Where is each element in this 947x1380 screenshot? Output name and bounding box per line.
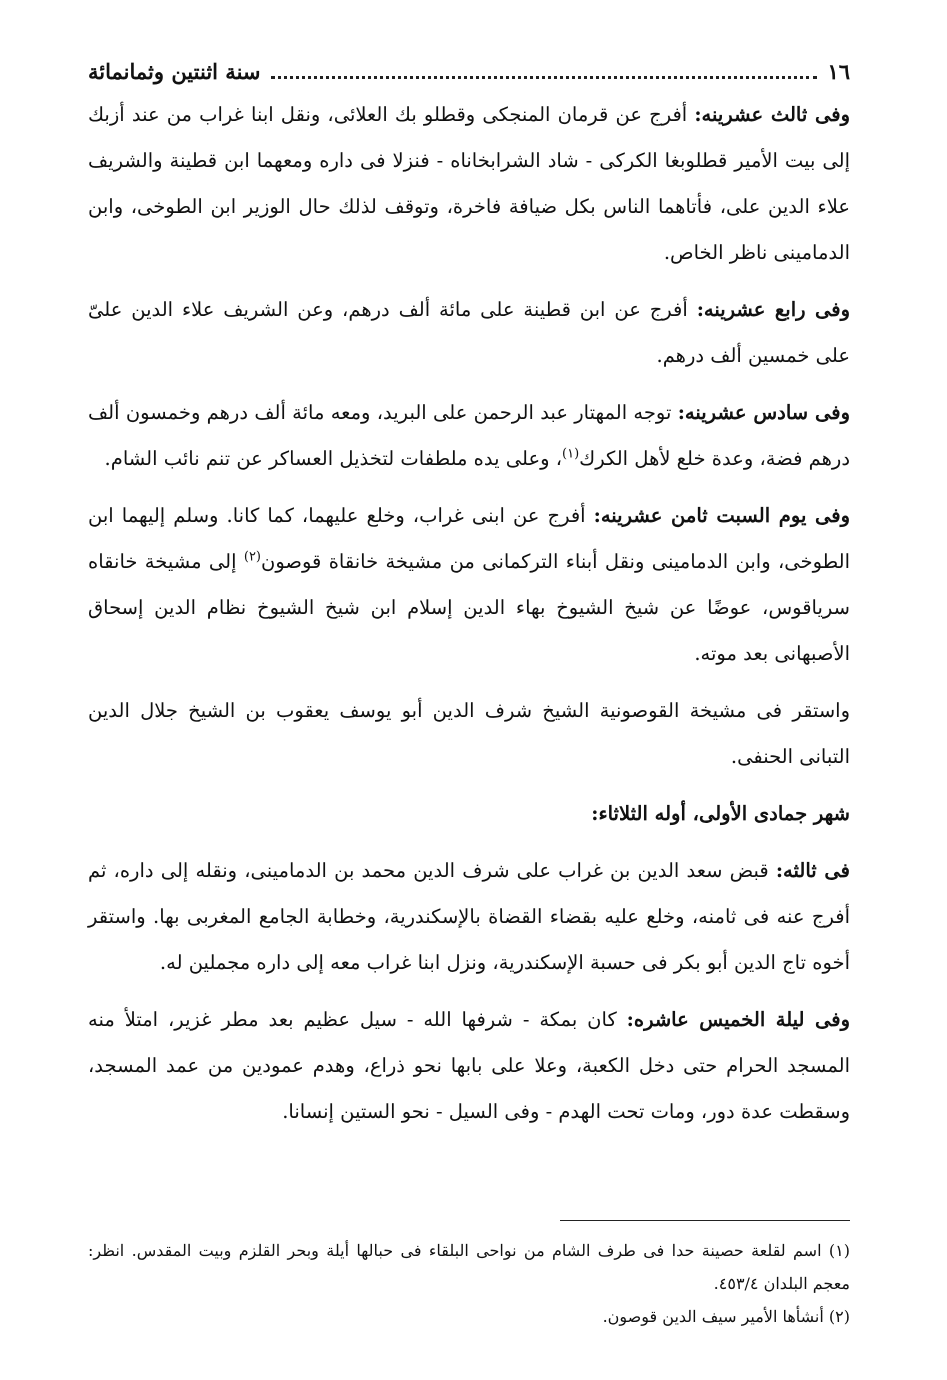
header-dot-leader	[271, 76, 818, 79]
paragraph-text: أفرج عن ابنى غراب، وخلع عليهما، كما كانا. وسلم إليهما ابن الطوخى، وابن الدمامينى ونقل أبناء التركمانى من مشيخة خانقاة قوصون	[88, 504, 851, 573]
running-header	[88, 52, 850, 92]
paragraph	[88, 997, 850, 1135]
paragraph	[88, 688, 850, 780]
paragraph	[88, 390, 850, 482]
paragraph-lead: فى ثالثه:	[775, 859, 850, 882]
main-text	[88, 92, 850, 1135]
paragraph	[88, 92, 850, 276]
paragraph-lead: وفى رابع عشرينه:	[696, 298, 851, 321]
page	[88, 52, 851, 1326]
paragraph-text: قبض سعد الدين بن غراب على شرف الدين محمد بن الدمامينى، ونقله إلى داره، ثم أفرج عنه فى ثامنه، وخلع عليه بقضاء القضاة بالإسكندرية، وخطابة الجامع المغربى بها. واستقر أخوه تاج الدين أبو بكر فى حسبة الإسكندرية، ونزل ابنا غراب معه إلى داره مجملين له.	[88, 859, 850, 974]
footnote: (١) اسم لقلعة حصينة حدا فى طرف الشام من نواحى البلقاء فى حبالها أيلة وبحر القلزم وبيت المقدس. انظر: معجم البلدان ٤٥٣/٤.	[88, 1241, 850, 1293]
paragraph-text: كان بمكة - شرفها الله - سيل عظيم بعد مطر غزير، امتلأ منه المسجد الحرام حتى دخل الكعبة، وعلا على بابها نحو ذراع، وهدم عمودين من عمد المسجد، وسقطت عدة دور، ومات تحت الهدم - وفى السيل - نحو الستين إنسانا.	[88, 1008, 850, 1123]
paragraph	[88, 493, 850, 677]
footnote-divider	[560, 1220, 850, 1221]
paragraph-text: إلى مشيخة خانقاه سرياقوس، عوضًا عن شيخ الشيوخ بهاء الدين إسلام ابن شيخ الشيوخ نظام الدين إسحاق الأصبهانى بعد موته.	[88, 550, 850, 665]
footnotes	[88, 1234, 850, 1333]
paragraph-text: أفرج عن ابن قطينة على مائة ألف درهم، وعن الشريف علاء الدين علىّ على خمسين ألف درهم.	[88, 298, 850, 367]
paragraph-text: واستقر فى مشيخة القوصونية الشيخ شرف الدين أبو يوسف يعقوب بن الشيخ جلال الدين التبانى الحنفى.	[88, 699, 850, 768]
running-header-title: سنة اثنتين وثمانمائة	[88, 59, 261, 84]
paragraph-text: أفرج عن قرمان المنجكى وقطلو بك العلائى، ونقل ابنا غراب من عند أزبك إلى بيت الأمير قطلوبغا الكركى - شاد الشرابخاناه - فنزلا فى داره ومعهما ابن قطينة والشريف علاء الدين على، فأتاهما الناس بكل ضيافة فاخرة، وتوقف لذلك حال الوزير ابن الطوخى، وابن الدمامينى ناظر الخاص.	[88, 103, 850, 264]
footnote-reference[interactable]: (١)	[562, 446, 580, 462]
footnote: (٢) أنشأها الأمير سيف الدين قوصون.	[602, 1307, 850, 1326]
paragraph-lead: وفى ليلة الخميس عاشره:	[626, 1008, 850, 1031]
paragraph-lead: وفى سادس عشرينه:	[677, 401, 850, 424]
page-number: ١٦	[827, 59, 850, 84]
paragraph-lead: وفى ثالث عشرينه:	[694, 103, 850, 126]
footnote-reference[interactable]: (٢)	[243, 549, 261, 565]
month-heading: شهر جمادى الأولى، أوله الثلاثاء:	[591, 802, 850, 825]
paragraph	[88, 848, 850, 986]
paragraph-lead: وفى يوم السبت ثامن عشرينه:	[593, 504, 851, 527]
paragraph-text: توجه المهتار عبد الرحمن على البريد، ومعه مائة ألف درهم وخمسون ألف درهم فضة، وعدة خلع لأهل الكرك	[88, 401, 850, 470]
paragraph	[88, 287, 850, 379]
paragraph-text: ، وعلى يده ملطفات لتخذيل العساكر عن تنم نائب الشام.	[104, 447, 562, 470]
